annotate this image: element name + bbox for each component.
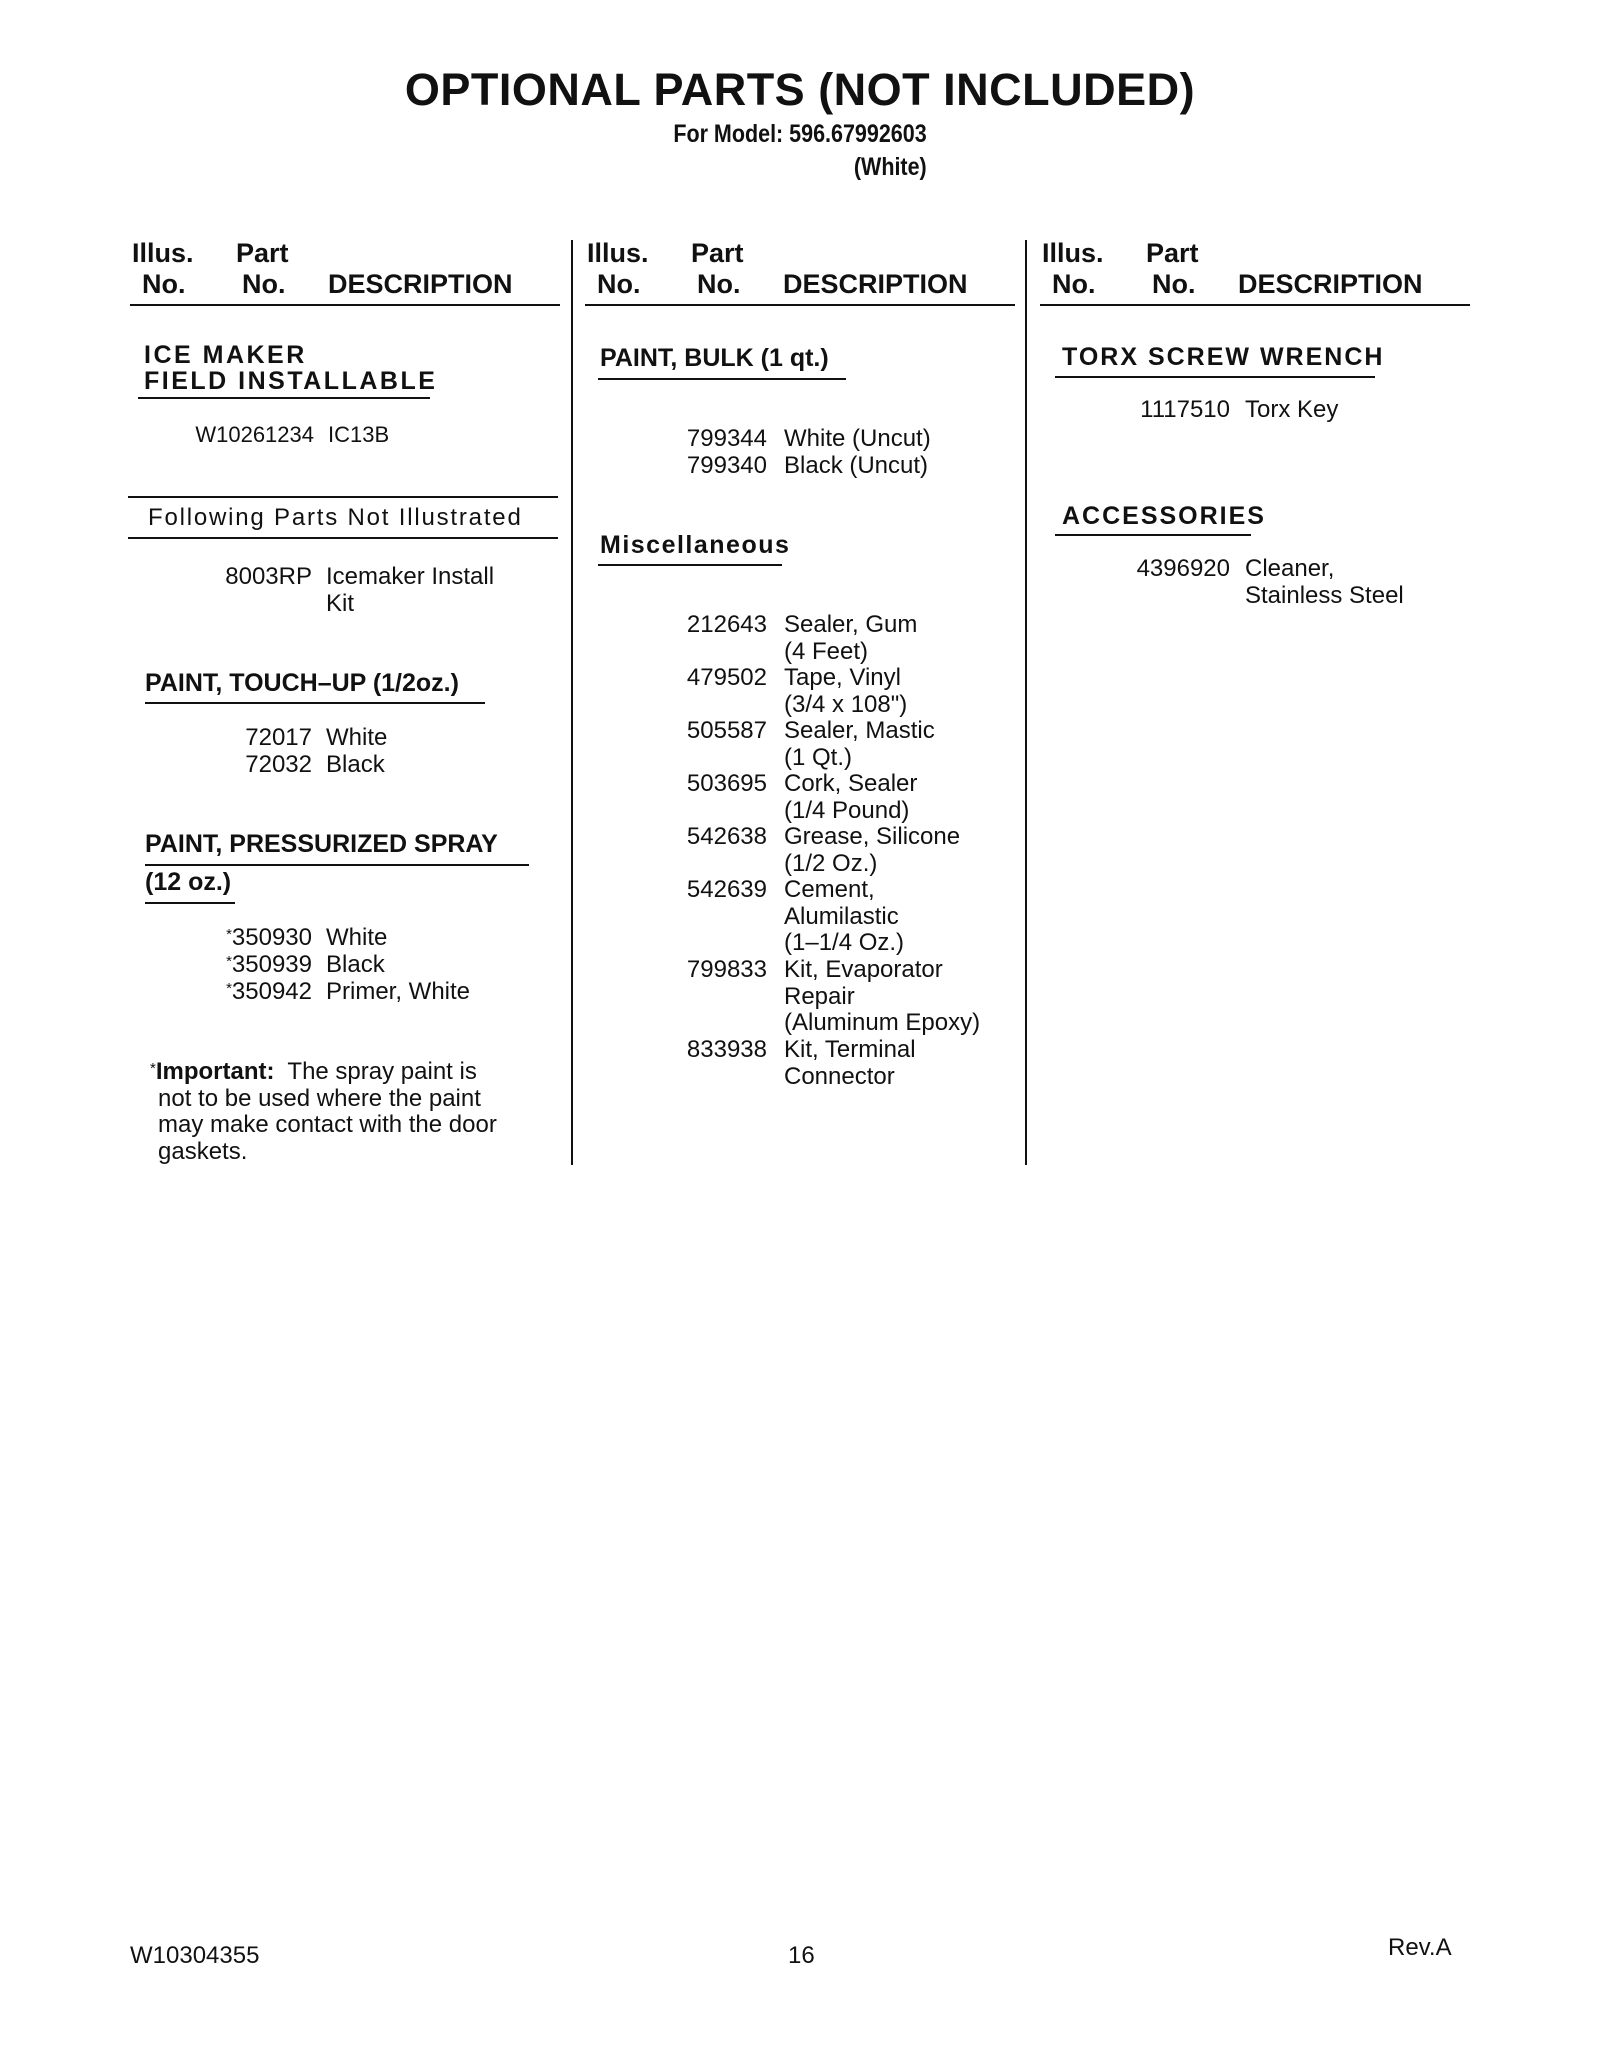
- part-description: Black (Uncut): [784, 452, 929, 479]
- part-number: *350942: [226, 978, 312, 1005]
- header-illus: Illus.: [1042, 238, 1104, 268]
- part-description: Kit, Evaporator Repair (Aluminum Epoxy): [784, 956, 981, 1037]
- part-description: Black: [326, 751, 385, 778]
- part-description: Black: [326, 951, 385, 978]
- header-part: Part: [236, 238, 289, 268]
- model-number: For Model: 596.67992603: [673, 120, 927, 148]
- section-miscellaneous: Miscellaneous: [600, 531, 791, 559]
- asterisk-mark: *: [226, 953, 232, 970]
- section-underline: [598, 564, 782, 566]
- column-header: [1040, 236, 1470, 306]
- part-number: 8003RP: [225, 563, 312, 590]
- part-number: 542639: [686, 876, 767, 903]
- header-part: Part: [691, 238, 744, 268]
- column-divider: [571, 240, 573, 1165]
- footer-revision: Rev.A: [1388, 1934, 1452, 1961]
- part-description: White: [326, 724, 388, 751]
- part-description: Sealer, Mastic (1 Qt.): [784, 717, 935, 771]
- section-paint-bulk: PAINT, BULK (1 qt.): [600, 344, 829, 372]
- part-description: White (Uncut): [784, 425, 931, 452]
- section-paint-spray: PAINT, PRESSURIZED SPRAY: [145, 830, 498, 858]
- part-number: 799340: [686, 452, 767, 479]
- important-note: *Important: The spray paint is not to be used where the paint may make contact with the door gaskets.: [150, 1058, 497, 1166]
- footer-page-number: 16: [788, 1942, 815, 1969]
- part-description: Cleaner, Stainless Steel: [1245, 555, 1404, 609]
- part-number: *350930: [226, 924, 312, 951]
- column-3: [1040, 236, 1470, 306]
- section-underline: [145, 902, 235, 904]
- section-underline: [1055, 534, 1251, 536]
- part-number: 503695: [686, 770, 767, 797]
- part-number: 1117510: [1140, 396, 1230, 423]
- part-number: 542638: [686, 823, 767, 850]
- header-description: DESCRIPTION: [328, 269, 513, 299]
- important-label: Important:: [155, 1058, 275, 1085]
- part-description: Kit, Terminal Connector: [784, 1036, 916, 1090]
- header-description: DESCRIPTION: [1238, 269, 1423, 299]
- part-description: Primer, White: [326, 978, 471, 1005]
- header-part-no: No.: [697, 269, 741, 299]
- column-2: [585, 236, 1015, 306]
- asterisk-mark: *: [226, 926, 232, 943]
- part-description: Cement, Alumilastic (1–1/4 Oz.): [784, 876, 905, 957]
- header-illus: Illus.: [587, 238, 649, 268]
- part-number: 833938: [686, 1036, 767, 1063]
- header-illus: Illus.: [132, 238, 194, 268]
- header-description: DESCRIPTION: [783, 269, 968, 299]
- page-title: OPTIONAL PARTS (NOT INCLUDED): [404, 64, 1196, 115]
- part-number: W10261234: [195, 422, 314, 447]
- header-part-no: No.: [1152, 269, 1196, 299]
- section-accessories: ACCESSORIES: [1062, 502, 1266, 530]
- section-paint-touchup: PAINT, TOUCH–UP (1/2oz.): [145, 669, 459, 697]
- part-description: White: [326, 924, 388, 951]
- section-paint-spray-size: (12 oz.): [145, 868, 232, 896]
- column-header: [585, 236, 1015, 306]
- model-line: [112, 118, 1488, 184]
- divider: [128, 496, 558, 498]
- column-divider: [1025, 240, 1027, 1165]
- part-number: 799833: [686, 956, 767, 983]
- asterisk-mark: *: [150, 1060, 156, 1077]
- part-description: Torx Key: [1245, 396, 1339, 423]
- header-part: Part: [1146, 238, 1199, 268]
- asterisk-mark: *: [226, 980, 232, 997]
- header-illus-no: No.: [142, 269, 186, 299]
- part-number: 72032: [245, 751, 312, 778]
- section-following-parts: Following Parts Not Illustrated: [148, 504, 523, 531]
- part-number: 505587: [686, 717, 767, 744]
- column-1: [130, 236, 560, 306]
- divider: [128, 537, 558, 539]
- section-underline: [145, 702, 485, 704]
- part-description: IC13B: [328, 422, 390, 447]
- section-torx-wrench: TORX SCREW WRENCH: [1062, 343, 1385, 371]
- part-description: Cork, Sealer (1/4 Pound): [784, 770, 918, 824]
- part-number: 799344: [686, 425, 767, 452]
- part-description: Tape, Vinyl (3/4 x 108"): [784, 664, 908, 718]
- section-underline: [145, 864, 529, 866]
- part-number: 4396920: [1136, 555, 1230, 582]
- part-number: 72017: [245, 724, 312, 751]
- header-illus-no: No.: [597, 269, 641, 299]
- section-ice-maker: ICE MAKER FIELD INSTALLABLE: [144, 341, 438, 395]
- header-part-no: No.: [242, 269, 286, 299]
- section-underline: [598, 378, 846, 380]
- section-underline: [138, 397, 430, 399]
- header-illus-no: No.: [1052, 269, 1096, 299]
- column-header: [130, 236, 560, 306]
- part-description: Sealer, Gum (4 Feet): [784, 611, 918, 665]
- part-number: 212643: [686, 611, 767, 638]
- part-description: Grease, Silicone (1/2 Oz.): [784, 823, 961, 877]
- part-number: 479502: [686, 664, 767, 691]
- part-description: Icemaker Install Kit: [326, 563, 495, 617]
- part-number: *350939: [226, 951, 312, 978]
- footer-doc-number: W10304355: [130, 1942, 260, 1969]
- section-underline: [1055, 376, 1375, 378]
- model-color: (White): [853, 153, 927, 181]
